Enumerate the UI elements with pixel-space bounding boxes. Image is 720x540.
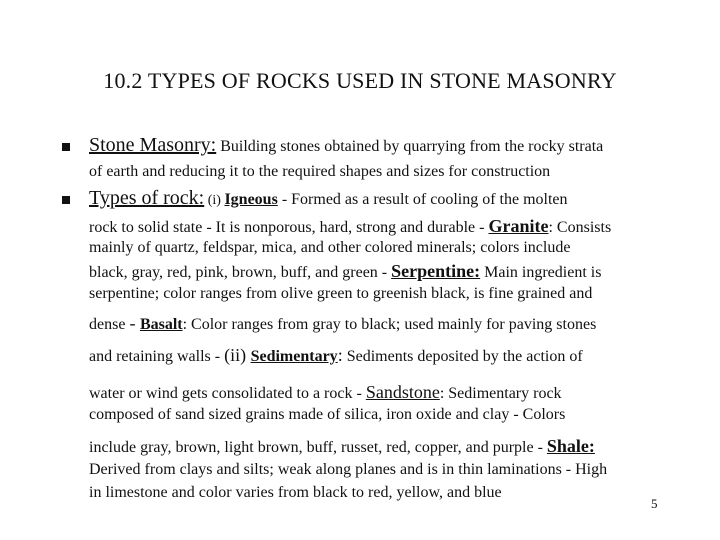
- text: : Color ranges from gray to black; used mainly for paving stones: [182, 316, 597, 333]
- term-igneous: Igneous: [224, 191, 278, 208]
- square-bullet-icon: [62, 143, 70, 151]
- term-shale: Shale:: [546, 436, 595, 456]
- types-line-8: [89, 382, 562, 403]
- dash: -: [129, 313, 140, 333]
- types-line-1: [89, 187, 568, 210]
- text: : Consists: [548, 219, 612, 236]
- label-i: (i): [204, 193, 225, 208]
- text: and retaining walls -: [89, 348, 225, 365]
- text: black, gray, red, pink, brown, buff, and green -: [89, 264, 392, 281]
- types-line-9: composed of sand sized grains made of silica, iron oxide and clay - Colors: [89, 406, 566, 423]
- term-types-of-rock: Types of rock:: [89, 187, 205, 209]
- term-granite: Granite: [488, 216, 549, 236]
- text: - Formed as a result of cooling of the molten: [277, 191, 568, 208]
- page-title: 10.2 TYPES OF ROCKS USED IN STONE MASONRY: [103, 68, 617, 93]
- text: Sediments deposited by the action of: [342, 348, 583, 365]
- types-line-11: Derived from clays and silts; weak along planes and is in thin laminations - High: [89, 461, 608, 478]
- text: : Sedimentary rock: [439, 385, 562, 402]
- text: include gray, brown, light brown, buff, russet, red, copper, and purple -: [89, 439, 547, 456]
- term-stone-masonry: Stone Masonry:: [89, 134, 217, 156]
- stone-masonry-line-1: [89, 134, 603, 157]
- types-line-5: serpentine; color ranges from olive green to greenish black, is fine grained and: [89, 285, 593, 302]
- text: Building stones obtained by quarrying from the rocky strata: [216, 138, 604, 155]
- types-line-4: [89, 261, 601, 282]
- text: rock to solid state - It is nonporous, hard, strong and durable -: [89, 219, 489, 236]
- term-sedimentary: Sedimentary: [250, 348, 338, 365]
- text: water or wind gets consolidated to a rock -: [89, 385, 366, 402]
- types-line-7: [89, 345, 583, 366]
- types-line-2: [89, 216, 611, 237]
- types-line-6: [89, 313, 596, 334]
- types-line-12: in limestone and color varies from black to red, yellow, and blue: [89, 484, 502, 501]
- types-line-10: [89, 436, 595, 457]
- text: dense: [89, 316, 130, 333]
- square-bullet-icon: [62, 196, 70, 204]
- term-serpentine: Serpentine:: [391, 261, 481, 281]
- colon: :: [337, 345, 343, 365]
- types-line-3: mainly of quartz, feldspar, mica, and other colored minerals; colors include: [89, 239, 571, 256]
- stone-masonry-line-2: of earth and reducing it to the required shapes and sizes for construction: [89, 163, 551, 180]
- page-number: 5: [651, 496, 658, 511]
- text: Main ingredient is: [480, 264, 602, 281]
- term-sandstone: Sandstone: [365, 382, 440, 402]
- label-ii: (ii): [224, 345, 251, 365]
- term-basalt: Basalt: [139, 316, 183, 333]
